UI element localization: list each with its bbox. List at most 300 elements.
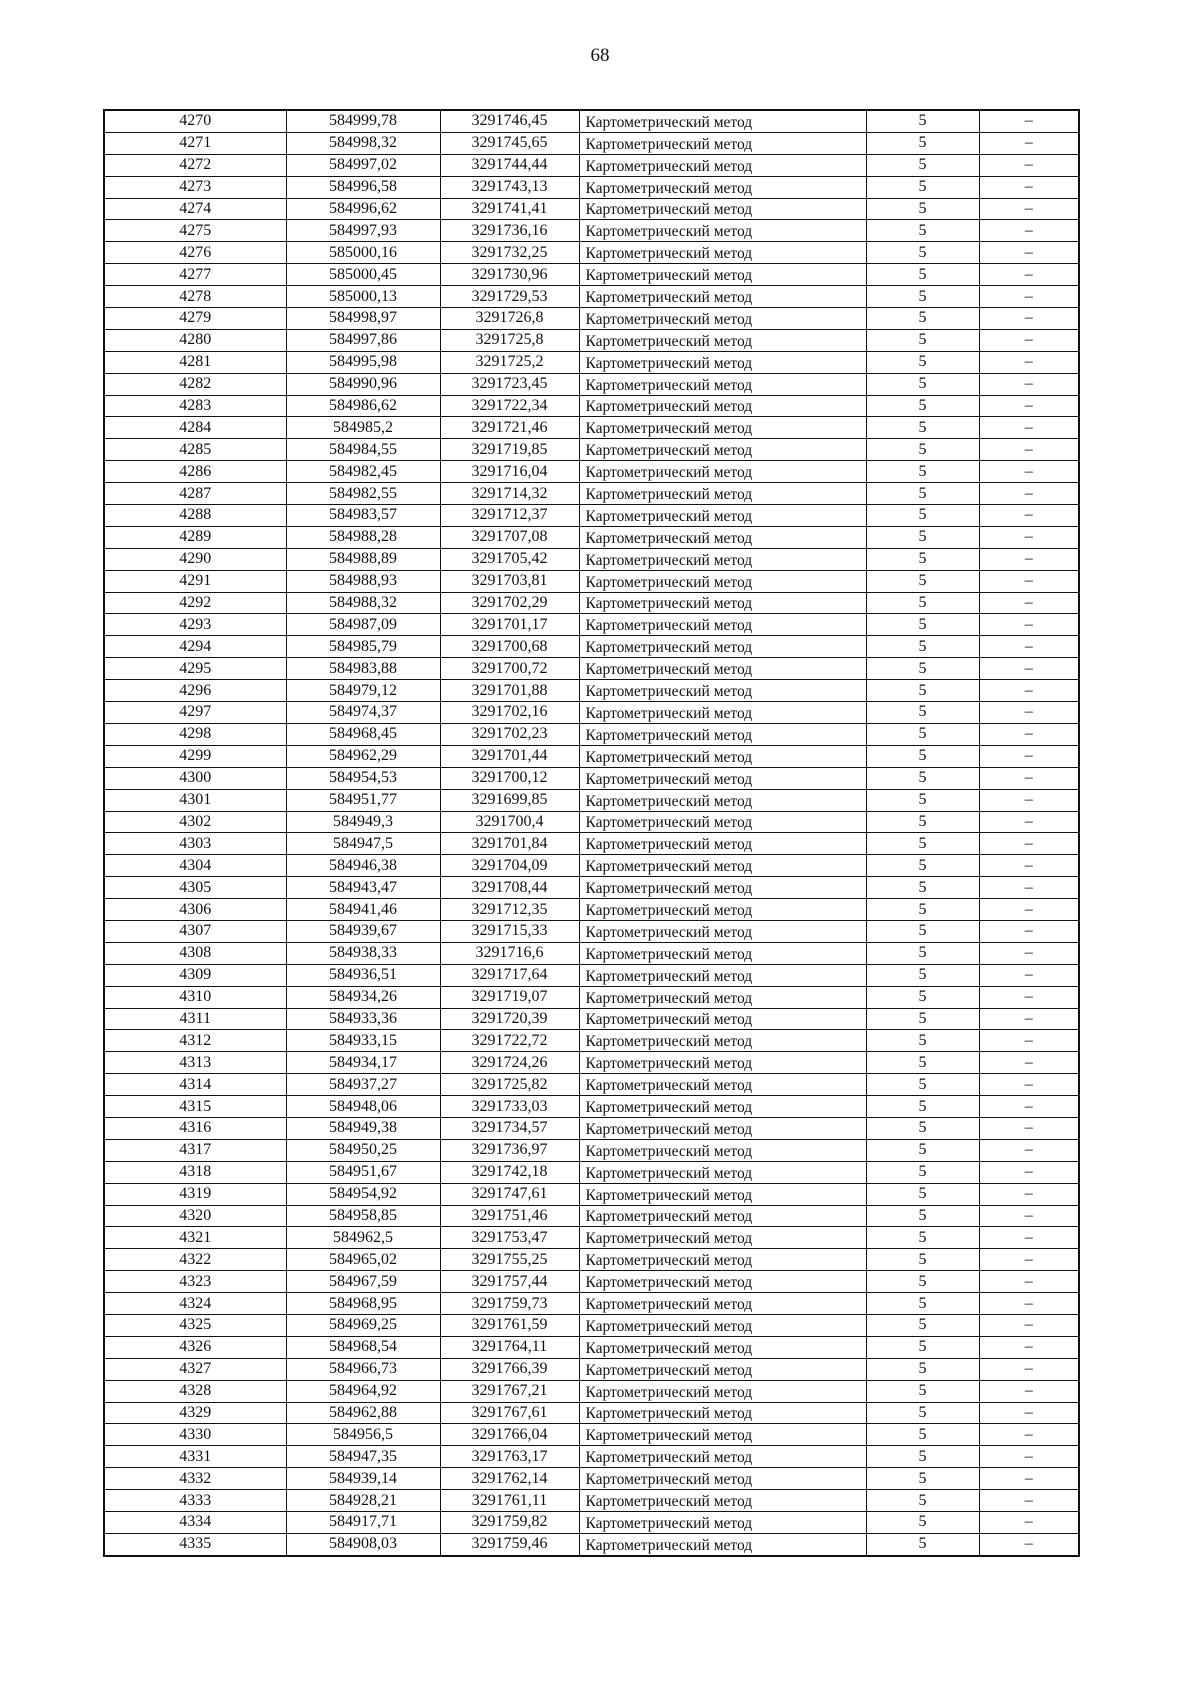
- table-row: [104, 745, 1079, 767]
- y-coordinate-cell: 3291730,96: [440, 264, 579, 286]
- accuracy-cell: 5: [866, 548, 979, 570]
- accuracy-cell: 5: [866, 899, 979, 921]
- method-cell: Картометрический метод: [579, 1205, 866, 1227]
- accuracy-cell: 5: [866, 1074, 979, 1096]
- note-cell: –: [979, 680, 1079, 702]
- note-cell: –: [979, 1205, 1079, 1227]
- point-number-cell: 4303: [104, 833, 286, 855]
- accuracy-cell: 5: [866, 132, 979, 154]
- note-cell: –: [979, 877, 1079, 899]
- table-row: [104, 1205, 1079, 1227]
- table-row: [104, 877, 1079, 899]
- note-cell: –: [979, 1358, 1079, 1380]
- point-number-cell: 4305: [104, 877, 286, 899]
- accuracy-cell: 5: [866, 964, 979, 986]
- method-cell: Картометрический метод: [579, 702, 866, 724]
- note-cell: –: [979, 1314, 1079, 1336]
- point-number-cell: 4310: [104, 986, 286, 1008]
- accuracy-cell: 5: [866, 1293, 979, 1315]
- x-coordinate-cell: 584974,37: [286, 702, 440, 724]
- accuracy-cell: 5: [866, 526, 979, 548]
- table-row: [104, 767, 1079, 789]
- method-cell: Картометрический метод: [579, 110, 866, 132]
- point-number-cell: 4294: [104, 636, 286, 658]
- x-coordinate-cell: 584996,62: [286, 198, 440, 220]
- y-coordinate-cell: 3291720,39: [440, 1008, 579, 1030]
- accuracy-cell: 5: [866, 767, 979, 789]
- y-coordinate-cell: 3291751,46: [440, 1205, 579, 1227]
- y-coordinate-cell: 3291745,65: [440, 132, 579, 154]
- x-coordinate-cell: 584984,55: [286, 439, 440, 461]
- method-cell: Картометрический метод: [579, 395, 866, 417]
- accuracy-cell: 5: [866, 198, 979, 220]
- page-number: 68: [590, 45, 610, 66]
- accuracy-cell: 5: [866, 1139, 979, 1161]
- y-coordinate-cell: 3291702,29: [440, 592, 579, 614]
- x-coordinate-cell: 584948,06: [286, 1096, 440, 1118]
- method-cell: Картометрический метод: [579, 1490, 866, 1512]
- x-coordinate-cell: 584988,93: [286, 570, 440, 592]
- y-coordinate-cell: 3291759,82: [440, 1512, 579, 1534]
- note-cell: –: [979, 1227, 1079, 1249]
- x-coordinate-cell: 584954,53: [286, 767, 440, 789]
- x-coordinate-cell: 584965,02: [286, 1249, 440, 1271]
- point-number-cell: 4323: [104, 1271, 286, 1293]
- x-coordinate-cell: 584996,58: [286, 176, 440, 198]
- x-coordinate-cell: 584982,45: [286, 461, 440, 483]
- y-coordinate-cell: 3291764,11: [440, 1336, 579, 1358]
- note-cell: –: [979, 723, 1079, 745]
- y-coordinate-cell: 3291717,64: [440, 964, 579, 986]
- method-cell: Картометрический метод: [579, 1117, 866, 1139]
- method-cell: Картометрический метод: [579, 1074, 866, 1096]
- point-number-cell: 4302: [104, 811, 286, 833]
- point-number-cell: 4301: [104, 789, 286, 811]
- table-row: [104, 811, 1079, 833]
- note-cell: –: [979, 1533, 1079, 1555]
- y-coordinate-cell: 3291757,44: [440, 1271, 579, 1293]
- y-coordinate-cell: 3291701,88: [440, 680, 579, 702]
- note-cell: –: [979, 1336, 1079, 1358]
- note-cell: –: [979, 570, 1079, 592]
- point-number-cell: 4313: [104, 1052, 286, 1074]
- x-coordinate-cell: 584950,25: [286, 1139, 440, 1161]
- table-row: [104, 592, 1079, 614]
- point-number-cell: 4299: [104, 745, 286, 767]
- point-number-cell: 4317: [104, 1139, 286, 1161]
- table-row: [104, 1336, 1079, 1358]
- accuracy-cell: 5: [866, 723, 979, 745]
- x-coordinate-cell: 584962,88: [286, 1402, 440, 1424]
- x-coordinate-cell: 584936,51: [286, 964, 440, 986]
- x-coordinate-cell: 584908,03: [286, 1533, 440, 1555]
- table-row: [104, 154, 1079, 176]
- note-cell: –: [979, 308, 1079, 330]
- accuracy-cell: 5: [866, 110, 979, 132]
- accuracy-cell: 5: [866, 351, 979, 373]
- method-cell: Картометрический метод: [579, 570, 866, 592]
- point-number-cell: 4308: [104, 942, 286, 964]
- note-cell: –: [979, 702, 1079, 724]
- y-coordinate-cell: 3291725,82: [440, 1074, 579, 1096]
- method-cell: Картометрический метод: [579, 811, 866, 833]
- note-cell: –: [979, 1008, 1079, 1030]
- note-cell: –: [979, 1249, 1079, 1271]
- accuracy-cell: 5: [866, 1314, 979, 1336]
- point-number-cell: 4298: [104, 723, 286, 745]
- point-number-cell: 4285: [104, 439, 286, 461]
- x-coordinate-cell: 584949,38: [286, 1117, 440, 1139]
- method-cell: Картометрический метод: [579, 1533, 866, 1555]
- note-cell: –: [979, 964, 1079, 986]
- accuracy-cell: 5: [866, 1512, 979, 1534]
- accuracy-cell: 5: [866, 811, 979, 833]
- x-coordinate-cell: 584990,96: [286, 373, 440, 395]
- note-cell: –: [979, 373, 1079, 395]
- accuracy-cell: 5: [866, 329, 979, 351]
- accuracy-cell: 5: [866, 1533, 979, 1555]
- note-cell: –: [979, 439, 1079, 461]
- accuracy-cell: 5: [866, 592, 979, 614]
- y-coordinate-cell: 3291700,68: [440, 636, 579, 658]
- point-number-cell: 4316: [104, 1117, 286, 1139]
- table-row: [104, 548, 1079, 570]
- table-row: [104, 1008, 1079, 1030]
- y-coordinate-cell: 3291767,61: [440, 1402, 579, 1424]
- y-coordinate-cell: 3291759,46: [440, 1533, 579, 1555]
- note-cell: –: [979, 548, 1079, 570]
- y-coordinate-cell: 3291762,14: [440, 1468, 579, 1490]
- point-number-cell: 4283: [104, 395, 286, 417]
- point-number-cell: 4288: [104, 505, 286, 527]
- point-number-cell: 4332: [104, 1468, 286, 1490]
- accuracy-cell: 5: [866, 1052, 979, 1074]
- y-coordinate-cell: 3291729,53: [440, 286, 579, 308]
- y-coordinate-cell: 3291700,4: [440, 811, 579, 833]
- point-number-cell: 4282: [104, 373, 286, 395]
- method-cell: Картометрический метод: [579, 1096, 866, 1118]
- x-coordinate-cell: 584968,45: [286, 723, 440, 745]
- table-row: [104, 1358, 1079, 1380]
- y-coordinate-cell: 3291701,84: [440, 833, 579, 855]
- y-coordinate-cell: 3291723,45: [440, 373, 579, 395]
- method-cell: Картометрический метод: [579, 461, 866, 483]
- method-cell: Картометрический метод: [579, 329, 866, 351]
- table-row: [104, 1293, 1079, 1315]
- accuracy-cell: 5: [866, 1096, 979, 1118]
- note-cell: –: [979, 592, 1079, 614]
- method-cell: Картометрический метод: [579, 789, 866, 811]
- x-coordinate-cell: 584997,93: [286, 220, 440, 242]
- x-coordinate-cell: 584998,32: [286, 132, 440, 154]
- point-number-cell: 4289: [104, 526, 286, 548]
- accuracy-cell: 5: [866, 286, 979, 308]
- table-row: [104, 636, 1079, 658]
- table-row: [104, 1446, 1079, 1468]
- note-cell: –: [979, 1052, 1079, 1074]
- accuracy-cell: 5: [866, 461, 979, 483]
- accuracy-cell: 5: [866, 439, 979, 461]
- x-coordinate-cell: 584917,71: [286, 1512, 440, 1534]
- note-cell: –: [979, 833, 1079, 855]
- accuracy-cell: 5: [866, 855, 979, 877]
- method-cell: Картометрический метод: [579, 636, 866, 658]
- point-number-cell: 4314: [104, 1074, 286, 1096]
- x-coordinate-cell: 584939,67: [286, 920, 440, 942]
- y-coordinate-cell: 3291705,42: [440, 548, 579, 570]
- accuracy-cell: 5: [866, 1468, 979, 1490]
- accuracy-cell: 5: [866, 483, 979, 505]
- accuracy-cell: 5: [866, 986, 979, 1008]
- method-cell: Картометрический метод: [579, 526, 866, 548]
- y-coordinate-cell: 3291726,8: [440, 308, 579, 330]
- table-row: [104, 723, 1079, 745]
- method-cell: Картометрический метод: [579, 1380, 866, 1402]
- table-row: [104, 855, 1079, 877]
- accuracy-cell: 5: [866, 1424, 979, 1446]
- x-coordinate-cell: 584985,79: [286, 636, 440, 658]
- table-row: [104, 1183, 1079, 1205]
- point-number-cell: 4287: [104, 483, 286, 505]
- method-cell: Картометрический метод: [579, 1227, 866, 1249]
- method-cell: Картометрический метод: [579, 220, 866, 242]
- table-row: [104, 1490, 1079, 1512]
- y-coordinate-cell: 3291743,13: [440, 176, 579, 198]
- y-coordinate-cell: 3291721,46: [440, 417, 579, 439]
- method-cell: Картометрический метод: [579, 373, 866, 395]
- method-cell: Картометрический метод: [579, 592, 866, 614]
- point-number-cell: 4329: [104, 1402, 286, 1424]
- y-coordinate-cell: 3291719,85: [440, 439, 579, 461]
- table-row: [104, 1468, 1079, 1490]
- accuracy-cell: 5: [866, 1490, 979, 1512]
- accuracy-cell: 5: [866, 1008, 979, 1030]
- point-number-cell: 4330: [104, 1424, 286, 1446]
- coordinates-table-body: [104, 110, 1079, 1556]
- accuracy-cell: 5: [866, 1205, 979, 1227]
- method-cell: Картометрический метод: [579, 154, 866, 176]
- method-cell: Картометрический метод: [579, 767, 866, 789]
- y-coordinate-cell: 3291700,12: [440, 767, 579, 789]
- x-coordinate-cell: 584968,95: [286, 1293, 440, 1315]
- note-cell: –: [979, 483, 1079, 505]
- note-cell: –: [979, 286, 1079, 308]
- method-cell: Картометрический метод: [579, 1030, 866, 1052]
- y-coordinate-cell: 3291712,35: [440, 899, 579, 921]
- accuracy-cell: 5: [866, 942, 979, 964]
- point-number-cell: 4309: [104, 964, 286, 986]
- accuracy-cell: 5: [866, 1380, 979, 1402]
- table-row: [104, 1424, 1079, 1446]
- method-cell: Картометрический метод: [579, 614, 866, 636]
- table-row: [104, 373, 1079, 395]
- x-coordinate-cell: 584983,57: [286, 505, 440, 527]
- y-coordinate-cell: 3291736,97: [440, 1139, 579, 1161]
- table-row: [104, 964, 1079, 986]
- y-coordinate-cell: 3291707,08: [440, 526, 579, 548]
- y-coordinate-cell: 3291744,44: [440, 154, 579, 176]
- point-number-cell: 4318: [104, 1161, 286, 1183]
- method-cell: Картометрический метод: [579, 680, 866, 702]
- note-cell: –: [979, 1183, 1079, 1205]
- table-row: [104, 899, 1079, 921]
- x-coordinate-cell: 584982,55: [286, 483, 440, 505]
- point-number-cell: 4293: [104, 614, 286, 636]
- y-coordinate-cell: 3291753,47: [440, 1227, 579, 1249]
- note-cell: –: [979, 461, 1079, 483]
- note-cell: –: [979, 1468, 1079, 1490]
- method-cell: Картометрический метод: [579, 1183, 866, 1205]
- method-cell: Картометрический метод: [579, 986, 866, 1008]
- point-number-cell: 4274: [104, 198, 286, 220]
- note-cell: –: [979, 1030, 1079, 1052]
- table-row: [104, 614, 1079, 636]
- x-coordinate-cell: 584946,38: [286, 855, 440, 877]
- note-cell: –: [979, 526, 1079, 548]
- method-cell: Картометрический метод: [579, 1139, 866, 1161]
- method-cell: Картометрический метод: [579, 1293, 866, 1315]
- table-row: [104, 1030, 1079, 1052]
- method-cell: Картометрический метод: [579, 1358, 866, 1380]
- table-row: [104, 833, 1079, 855]
- table-row: [104, 264, 1079, 286]
- method-cell: Картометрический метод: [579, 308, 866, 330]
- accuracy-cell: 5: [866, 877, 979, 899]
- x-coordinate-cell: 584998,97: [286, 308, 440, 330]
- point-number-cell: 4326: [104, 1336, 286, 1358]
- y-coordinate-cell: 3291702,23: [440, 723, 579, 745]
- accuracy-cell: 5: [866, 614, 979, 636]
- method-cell: Картометрический метод: [579, 286, 866, 308]
- x-coordinate-cell: 584987,09: [286, 614, 440, 636]
- accuracy-cell: 5: [866, 570, 979, 592]
- accuracy-cell: 5: [866, 417, 979, 439]
- point-number-cell: 4331: [104, 1446, 286, 1468]
- table-row: [104, 1314, 1079, 1336]
- point-number-cell: 4295: [104, 658, 286, 680]
- note-cell: –: [979, 658, 1079, 680]
- method-cell: Картометрический метод: [579, 242, 866, 264]
- y-coordinate-cell: 3291761,59: [440, 1314, 579, 1336]
- method-cell: Картометрический метод: [579, 964, 866, 986]
- x-coordinate-cell: 585000,45: [286, 264, 440, 286]
- method-cell: Картометрический метод: [579, 439, 866, 461]
- x-coordinate-cell: 584939,14: [286, 1468, 440, 1490]
- y-coordinate-cell: 3291724,26: [440, 1052, 579, 1074]
- note-cell: –: [979, 636, 1079, 658]
- point-number-cell: 4322: [104, 1249, 286, 1271]
- accuracy-cell: 5: [866, 1117, 979, 1139]
- table-row: [104, 702, 1079, 724]
- table-row: [104, 242, 1079, 264]
- y-coordinate-cell: 3291719,07: [440, 986, 579, 1008]
- y-coordinate-cell: 3291747,61: [440, 1183, 579, 1205]
- note-cell: –: [979, 986, 1079, 1008]
- y-coordinate-cell: 3291716,04: [440, 461, 579, 483]
- note-cell: –: [979, 132, 1079, 154]
- x-coordinate-cell: 584949,3: [286, 811, 440, 833]
- table-row: [104, 308, 1079, 330]
- table-row: [104, 439, 1079, 461]
- y-coordinate-cell: 3291734,57: [440, 1117, 579, 1139]
- accuracy-cell: 5: [866, 702, 979, 724]
- method-cell: Картометрический метод: [579, 942, 866, 964]
- y-coordinate-cell: 3291703,81: [440, 570, 579, 592]
- point-number-cell: 4312: [104, 1030, 286, 1052]
- accuracy-cell: 5: [866, 1249, 979, 1271]
- method-cell: Картометрический метод: [579, 1402, 866, 1424]
- method-cell: Картометрический метод: [579, 1512, 866, 1534]
- accuracy-cell: 5: [866, 1030, 979, 1052]
- accuracy-cell: 5: [866, 658, 979, 680]
- x-coordinate-cell: 584937,27: [286, 1074, 440, 1096]
- accuracy-cell: 5: [866, 264, 979, 286]
- note-cell: –: [979, 789, 1079, 811]
- accuracy-cell: 5: [866, 242, 979, 264]
- table-row: [104, 1249, 1079, 1271]
- point-number-cell: 4275: [104, 220, 286, 242]
- x-coordinate-cell: 584928,21: [286, 1490, 440, 1512]
- point-number-cell: 4272: [104, 154, 286, 176]
- method-cell: Картометрический метод: [579, 1271, 866, 1293]
- point-number-cell: 4327: [104, 1358, 286, 1380]
- method-cell: Картометрический метод: [579, 899, 866, 921]
- table-row: [104, 1161, 1079, 1183]
- point-number-cell: 4291: [104, 570, 286, 592]
- y-coordinate-cell: 3291761,11: [440, 1490, 579, 1512]
- y-coordinate-cell: 3291701,17: [440, 614, 579, 636]
- method-cell: Картометрический метод: [579, 1424, 866, 1446]
- x-coordinate-cell: 584962,29: [286, 745, 440, 767]
- x-coordinate-cell: 584964,92: [286, 1380, 440, 1402]
- note-cell: –: [979, 899, 1079, 921]
- accuracy-cell: 5: [866, 373, 979, 395]
- table-row: [104, 1096, 1079, 1118]
- note-cell: –: [979, 1271, 1079, 1293]
- table-row: [104, 505, 1079, 527]
- table-row: [104, 789, 1079, 811]
- point-number-cell: 4273: [104, 176, 286, 198]
- x-coordinate-cell: 584947,5: [286, 833, 440, 855]
- table-row: [104, 680, 1079, 702]
- method-cell: Картометрический метод: [579, 920, 866, 942]
- x-coordinate-cell: 584967,59: [286, 1271, 440, 1293]
- note-cell: –: [979, 1424, 1079, 1446]
- method-cell: Картометрический метод: [579, 505, 866, 527]
- table-row: [104, 483, 1079, 505]
- table-row: [104, 1074, 1079, 1096]
- note-cell: –: [979, 855, 1079, 877]
- method-cell: Картометрический метод: [579, 483, 866, 505]
- x-coordinate-cell: 584979,12: [286, 680, 440, 702]
- x-coordinate-cell: 584954,92: [286, 1183, 440, 1205]
- table-row: [104, 329, 1079, 351]
- point-number-cell: 4284: [104, 417, 286, 439]
- y-coordinate-cell: 3291755,25: [440, 1249, 579, 1271]
- table-row: [104, 1271, 1079, 1293]
- note-cell: –: [979, 176, 1079, 198]
- x-coordinate-cell: 584956,5: [286, 1424, 440, 1446]
- y-coordinate-cell: 3291732,25: [440, 242, 579, 264]
- method-cell: Картометрический метод: [579, 855, 866, 877]
- point-number-cell: 4292: [104, 592, 286, 614]
- point-number-cell: 4324: [104, 1293, 286, 1315]
- point-number-cell: 4270: [104, 110, 286, 132]
- table-row: [104, 461, 1079, 483]
- table-row: [104, 220, 1079, 242]
- note-cell: –: [979, 1074, 1079, 1096]
- y-coordinate-cell: 3291742,18: [440, 1161, 579, 1183]
